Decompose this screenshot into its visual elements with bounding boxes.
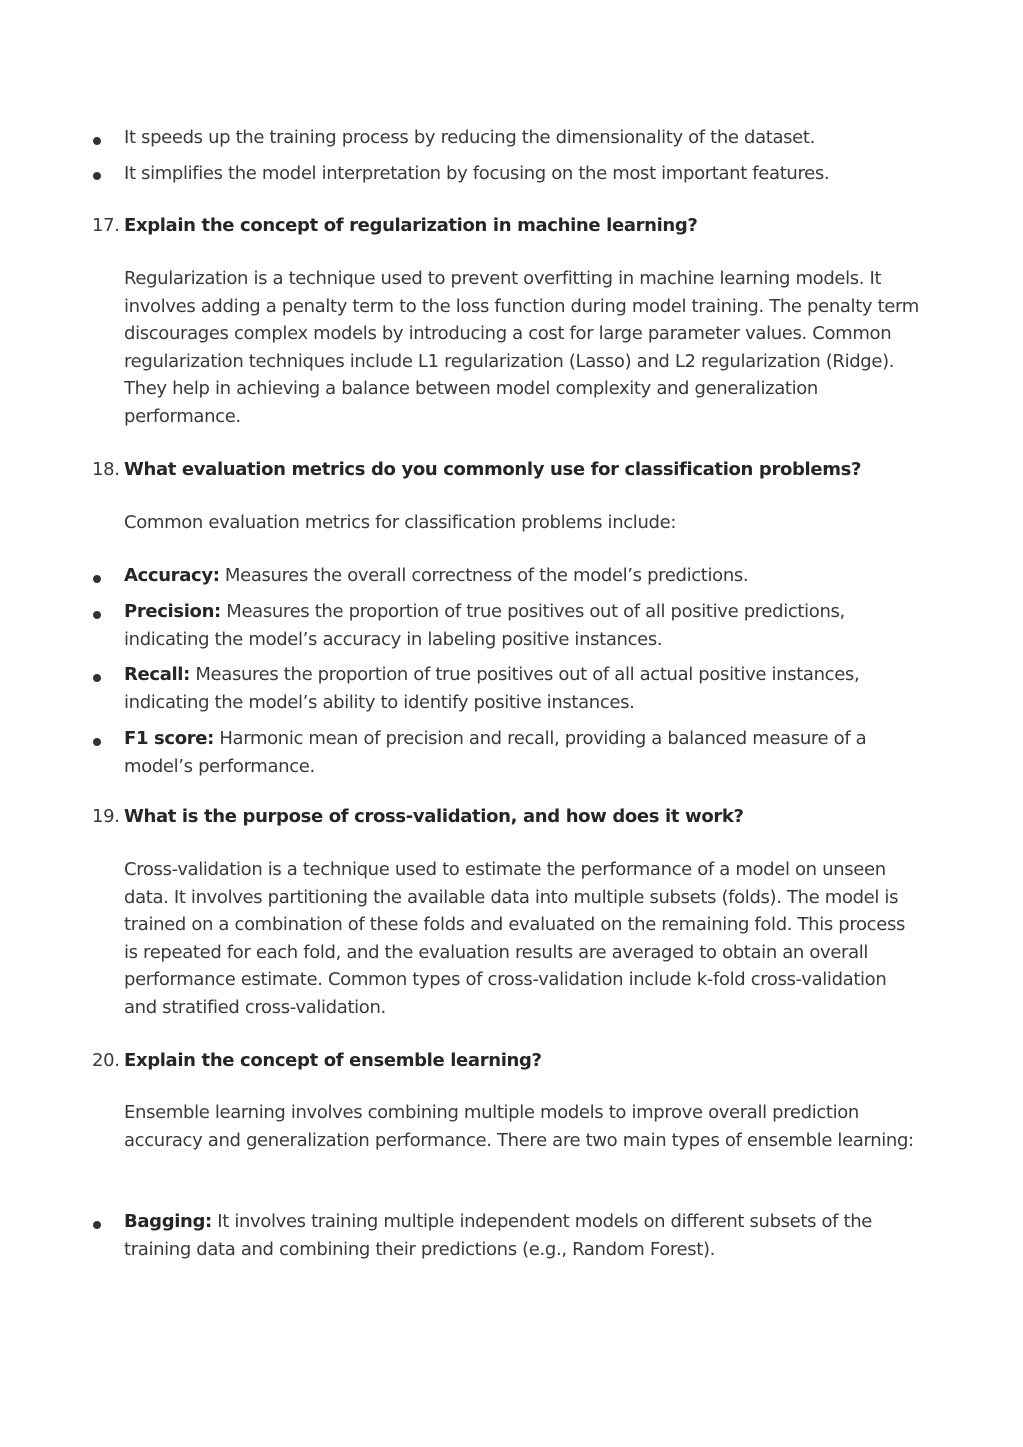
answer-17-paragraph: Regularization is a technique used to prevent overfitting in machine learning models. It involves adding a penalty term to the loss function during model training. The penalty term discourages complex models by introducing a cost for large parameter values. Common regularization techniques include L1 regularization (Lasso) and L2 regularization (Ridge). They help in achieving a balance between model complexity and generalization performance. [124,268,919,427]
question-18-heading: What evaluation metrics do you commonly use for classification problems? [124,459,862,480]
bullet-icon [93,674,101,682]
metric-term: Precision: [124,601,221,622]
metric-term: Accuracy: [124,565,220,586]
bullet-icon [93,137,101,145]
metric-description: Measures the overall correctness of the model’s predictions. [219,565,749,586]
metric-term: F1 score: [124,728,214,749]
ensemble-description: It involves training multiple independent models on different subsets of the training data and combining their predictions (e.g., Random Forest). [124,1211,873,1260]
ensemble-term: Bagging: [124,1211,212,1232]
answer-19-paragraph: Cross-validation is a technique used to estimate the performance of a model on unseen data. It involves partitioning the available data into multiple subsets (folds). The model is trained on a combination of these folds and evaluated on the remaining fold. This process is repeated for each fold, and the evaluation results are averaged to obtain an overall performance estimate. Common types of cross-validation include k-fold cross-validation and stratified cross-validation. [124,859,906,1018]
metric-bullet-precision [124,598,924,653]
question-number-20: 20. [92,1050,120,1071]
question-number-18: 18. [92,459,120,480]
question-17-heading: Explain the concept of regularization in machine learning? [124,215,698,236]
bullet-icon [93,575,101,583]
bullet-icon [93,172,101,180]
answer-18-paragraph: Common evaluation metrics for classification problems include: [124,512,677,533]
answer-20-paragraph: Ensemble learning involves combining multiple models to improve overall prediction accuracy and generalization performance. There are two main types of ensemble learning: [124,1102,914,1151]
bullet-icon [93,611,101,619]
question-20-heading: Explain the concept of ensemble learning? [124,1050,542,1071]
metric-bullet-accuracy [124,562,924,590]
metric-bullet-recall [124,661,924,716]
ensemble-bullet-bagging [124,1208,924,1263]
question-19-heading: What is the purpose of cross-validation, and how does it work? [124,806,744,827]
bullet-icon [93,1221,101,1229]
metric-bullet-f1 [124,725,924,780]
bullet-icon [93,738,101,746]
metric-term: Recall: [124,664,190,685]
metric-description: Measures the proportion of true positives out of all actual positive instances, indicating the model’s ability to identify positive instances. [124,664,860,713]
metric-description: Harmonic mean of precision and recall, providing a balanced measure of a model’s performance. [124,728,867,777]
metric-description: Measures the proportion of true positives out of all positive predictions, indicating the model’s accuracy in labeling positive instances. [124,601,845,650]
question-number-19: 19. [92,806,120,827]
question-number-17: 17. [92,215,120,236]
intro-bullet-1: It speeds up the training process by reducing the dimensionality of the dataset. [124,127,815,148]
intro-bullet-2: It simplifies the model interpretation by focusing on the most important features. [124,163,830,184]
